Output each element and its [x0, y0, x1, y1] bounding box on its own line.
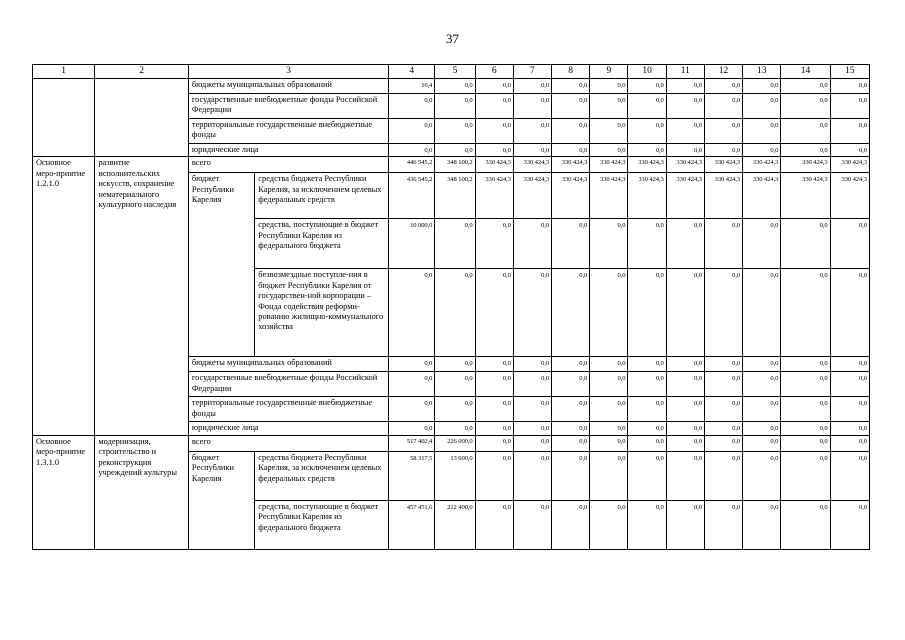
column-number-2: 2: [95, 65, 189, 79]
value-cell: 0,0: [743, 79, 781, 94]
value-cell: 0,0: [475, 119, 513, 144]
page-number: 37: [446, 31, 459, 46]
value-cell: 348 100,2: [435, 157, 475, 173]
value-cell: 0,0: [435, 422, 475, 435]
value-cell: 0,0: [704, 357, 742, 372]
value-cell: 0,0: [743, 500, 781, 549]
value-cell: 0,0: [389, 119, 435, 144]
value-cell: 0,0: [666, 422, 704, 435]
value-cell: 0,0: [552, 435, 590, 451]
value-cell: 0,0: [628, 451, 666, 500]
status-cell-continued: [33, 79, 95, 157]
value-cell: 0,0: [435, 119, 475, 144]
source-label: средства бюджета Республики Карелия, за исключением целевых федеральных средств: [255, 173, 389, 219]
name-cell-continued: [95, 79, 189, 157]
value-cell: 0,0: [513, 219, 551, 269]
value-cell: 0,0: [666, 119, 704, 144]
column-number-9: 9: [590, 65, 628, 79]
value-cell: 0,0: [628, 357, 666, 372]
value-cell: 212 400,0: [435, 500, 475, 549]
value-cell: 330 424,3: [475, 173, 513, 219]
column-number-4: 4: [389, 65, 435, 79]
value-cell: 0,0: [830, 79, 869, 94]
value-cell: 0,0: [590, 435, 628, 451]
value-cell: 0,0: [704, 397, 742, 422]
value-cell: 0,0: [475, 451, 513, 500]
source-label: безвозмездные поступле-ния в бюджет Республики Карелия от государствен-ной корпорации – Фонда содействия реформи-рованию жилищно-коммунального хозяйства: [255, 269, 389, 357]
value-cell: 0,0: [435, 144, 475, 157]
value-cell: 330 424,3: [590, 157, 628, 173]
value-cell: 0,0: [781, 372, 830, 397]
source-label: бюджеты муниципальных образований: [188, 357, 388, 372]
column-number-5: 5: [435, 65, 475, 79]
value-cell: 16,4: [389, 79, 435, 94]
value-cell: 0,0: [389, 357, 435, 372]
source-label: юридические лица: [188, 422, 388, 435]
value-cell: 0,0: [666, 219, 704, 269]
value-cell: 0,0: [830, 357, 869, 372]
value-cell: 0,0: [704, 500, 742, 549]
value-cell: 0,0: [435, 397, 475, 422]
value-cell: 517 402,4: [389, 435, 435, 451]
value-cell: 0,0: [389, 372, 435, 397]
value-cell: 330 424,3: [704, 173, 742, 219]
value-cell: 0,0: [743, 451, 781, 500]
value-cell: 0,0: [704, 435, 742, 451]
measure-status: Основное меро-приятие 1.3.1.0: [33, 435, 95, 549]
value-cell: 0,0: [830, 397, 869, 422]
column-number-6: 6: [475, 65, 513, 79]
source-label: средства бюджета Республики Карелия, за исключением целевых федеральных средств: [255, 451, 389, 500]
value-cell: 0,0: [781, 219, 830, 269]
value-cell: 0,0: [781, 144, 830, 157]
value-cell: 0,0: [552, 372, 590, 397]
value-cell: 0,0: [590, 357, 628, 372]
source-label: территориальные государственные внебюджетные фонды: [188, 397, 388, 422]
value-cell: 0,0: [666, 269, 704, 357]
value-cell: 0,0: [628, 397, 666, 422]
total-row: [33, 435, 870, 451]
value-cell: 0,0: [704, 219, 742, 269]
value-cell: 0,0: [513, 357, 551, 372]
value-cell: 348 100,2: [435, 173, 475, 219]
value-cell: 0,0: [830, 144, 869, 157]
total-label: всего: [188, 157, 388, 173]
value-cell: 10 000,0: [389, 219, 435, 269]
column-number-10: 10: [628, 65, 666, 79]
source-label: бюджеты муниципальных образований: [188, 79, 388, 94]
value-cell: 0,0: [628, 119, 666, 144]
value-cell: 0,0: [781, 451, 830, 500]
value-cell: 0,0: [513, 269, 551, 357]
republic-budget-label: бюджет Республики Карелия: [188, 173, 254, 357]
value-cell: 0,0: [513, 372, 551, 397]
value-cell: 0,0: [666, 144, 704, 157]
value-cell: 330 424,3: [628, 173, 666, 219]
value-cell: 0,0: [552, 219, 590, 269]
value-cell: 0,0: [389, 94, 435, 119]
value-cell: 0,0: [513, 144, 551, 157]
measure-status: Основное меро-приятие 1.2.1.0: [33, 157, 95, 435]
value-cell: 0,0: [704, 269, 742, 357]
value-cell: 0,0: [389, 397, 435, 422]
value-cell: 0,0: [389, 422, 435, 435]
value-cell: 0,0: [628, 144, 666, 157]
source-label: юридические лица: [188, 144, 388, 157]
value-cell: 0,0: [666, 372, 704, 397]
value-cell: 0,0: [830, 94, 869, 119]
value-cell: 0,0: [666, 79, 704, 94]
value-cell: 0,0: [704, 119, 742, 144]
value-cell: 0,0: [435, 372, 475, 397]
value-cell: 330 424,3: [475, 157, 513, 173]
value-cell: 0,0: [666, 94, 704, 119]
value-cell: 0,0: [830, 269, 869, 357]
measure-name: модернизация, строительство и реконструкция учреждений культуры: [95, 435, 189, 549]
value-cell: 0,0: [475, 144, 513, 157]
value-cell: 0,0: [781, 94, 830, 119]
value-cell: 0,0: [389, 144, 435, 157]
value-cell: 330 424,3: [830, 157, 869, 173]
value-cell: 0,0: [830, 500, 869, 549]
value-cell: 0,0: [704, 79, 742, 94]
value-cell: 0,0: [781, 269, 830, 357]
value-cell: 0,0: [552, 357, 590, 372]
value-cell: 0,0: [435, 357, 475, 372]
value-cell: 0,0: [743, 119, 781, 144]
header-row: [33, 65, 870, 79]
value-cell: 330 424,3: [628, 157, 666, 173]
value-cell: 436 545,2: [389, 173, 435, 219]
value-cell: 0,0: [781, 119, 830, 144]
value-cell: 0,0: [781, 79, 830, 94]
value-cell: 0,0: [590, 219, 628, 269]
value-cell: 0,0: [435, 269, 475, 357]
value-cell: 0,0: [513, 79, 551, 94]
value-cell: 0,0: [666, 500, 704, 549]
value-cell: 0,0: [628, 372, 666, 397]
value-cell: 0,0: [830, 119, 869, 144]
value-cell: 0,0: [475, 79, 513, 94]
value-cell: 0,0: [830, 422, 869, 435]
value-cell: 0,0: [830, 451, 869, 500]
value-cell: 0,0: [552, 397, 590, 422]
value-cell: 330 424,3: [513, 157, 551, 173]
value-cell: 330 424,3: [552, 157, 590, 173]
value-cell: 0,0: [666, 357, 704, 372]
value-cell: 0,0: [590, 79, 628, 94]
value-cell: 446 545,2: [389, 157, 435, 173]
value-cell: 58 317,5: [389, 451, 435, 500]
value-cell: 0,0: [389, 269, 435, 357]
source-label: территориальные государственные внебюджетные фонды: [188, 119, 388, 144]
column-number-8: 8: [552, 65, 590, 79]
value-cell: 0,0: [704, 94, 742, 119]
value-cell: 0,0: [552, 500, 590, 549]
value-cell: 0,0: [513, 435, 551, 451]
value-cell: 0,0: [552, 79, 590, 94]
source-label: государственные внебюджетные фонды Российской Федерации: [188, 94, 388, 119]
value-cell: 0,0: [475, 435, 513, 451]
value-cell: 330 424,3: [781, 173, 830, 219]
value-cell: 0,0: [704, 451, 742, 500]
value-cell: 0,0: [781, 397, 830, 422]
source-label: средства, поступающие в бюджет Республики Карелия из федерального бюджета: [255, 219, 389, 269]
value-cell: 0,0: [743, 144, 781, 157]
value-cell: 457 451,6: [389, 500, 435, 549]
value-cell: 0,0: [590, 94, 628, 119]
value-cell: 330 424,3: [513, 173, 551, 219]
value-cell: 0,0: [781, 357, 830, 372]
value-cell: 0,0: [475, 357, 513, 372]
column-number-15: 15: [830, 65, 869, 79]
value-cell: 0,0: [743, 397, 781, 422]
value-cell: 0,0: [743, 357, 781, 372]
value-cell: 0,0: [628, 500, 666, 549]
value-cell: 0,0: [590, 372, 628, 397]
value-cell: 0,0: [475, 219, 513, 269]
value-cell: 330 424,3: [552, 173, 590, 219]
source-label: государственные внебюджетные фонды Российской Федерации: [188, 372, 388, 397]
value-cell: 0,0: [743, 94, 781, 119]
value-cell: 0,0: [590, 119, 628, 144]
value-cell: 0,0: [743, 372, 781, 397]
total-row: [33, 157, 870, 173]
value-cell: 0,0: [743, 435, 781, 451]
value-cell: 0,0: [704, 422, 742, 435]
value-cell: 0,0: [552, 269, 590, 357]
measure-name: развитие исполнительских искусств, сохранение нематериального культурного наследия: [95, 157, 189, 435]
value-cell: 0,0: [475, 372, 513, 397]
value-cell: 0,0: [743, 219, 781, 269]
value-cell: 0,0: [435, 219, 475, 269]
value-cell: 330 424,3: [590, 173, 628, 219]
value-cell: 0,0: [435, 94, 475, 119]
value-cell: 0,0: [666, 397, 704, 422]
source-label: средства, поступающие в бюджет Республики Карелия из федерального бюджета: [255, 500, 389, 549]
value-cell: 0,0: [628, 422, 666, 435]
value-cell: 226 000,0: [435, 435, 475, 451]
value-cell: 0,0: [781, 500, 830, 549]
value-cell: 0,0: [552, 94, 590, 119]
budget-table: [32, 64, 870, 550]
value-cell: 0,0: [552, 451, 590, 500]
value-cell: 0,0: [628, 269, 666, 357]
value-cell: 330 424,3: [666, 173, 704, 219]
value-cell: 0,0: [628, 79, 666, 94]
value-cell: 0,0: [743, 269, 781, 357]
value-cell: 0,0: [513, 94, 551, 119]
value-cell: 330 424,3: [743, 157, 781, 173]
value-cell: 0,0: [475, 397, 513, 422]
value-cell: 0,0: [590, 397, 628, 422]
column-number-13: 13: [743, 65, 781, 79]
value-cell: 13 600,0: [435, 451, 475, 500]
value-cell: 0,0: [781, 422, 830, 435]
value-cell: 0,0: [513, 422, 551, 435]
value-cell: 0,0: [704, 372, 742, 397]
value-cell: 0,0: [743, 422, 781, 435]
value-cell: 0,0: [830, 219, 869, 269]
column-number-7: 7: [513, 65, 551, 79]
value-cell: 0,0: [590, 422, 628, 435]
value-cell: 0,0: [513, 500, 551, 549]
column-number-14: 14: [781, 65, 830, 79]
republic-budget-label: бюджет Республики Карелия: [188, 451, 254, 549]
value-cell: 330 424,3: [666, 157, 704, 173]
value-cell: 0,0: [475, 500, 513, 549]
value-cell: 0,0: [628, 219, 666, 269]
value-cell: 0,0: [475, 422, 513, 435]
value-cell: 0,0: [552, 144, 590, 157]
value-cell: 0,0: [830, 435, 869, 451]
value-cell: 0,0: [666, 435, 704, 451]
value-cell: 330 424,3: [830, 173, 869, 219]
value-cell: 0,0: [628, 94, 666, 119]
value-cell: 0,0: [435, 79, 475, 94]
continued-row: [33, 79, 870, 94]
value-cell: 0,0: [704, 144, 742, 157]
value-cell: 0,0: [590, 269, 628, 357]
value-cell: 0,0: [590, 144, 628, 157]
value-cell: 0,0: [552, 422, 590, 435]
value-cell: 330 424,3: [704, 157, 742, 173]
value-cell: 330 424,3: [781, 157, 830, 173]
value-cell: 0,0: [513, 451, 551, 500]
column-number-11: 11: [666, 65, 704, 79]
value-cell: 0,0: [552, 119, 590, 144]
value-cell: 0,0: [590, 500, 628, 549]
value-cell: 0,0: [590, 451, 628, 500]
value-cell: 0,0: [475, 94, 513, 119]
value-cell: 0,0: [628, 435, 666, 451]
value-cell: 0,0: [513, 397, 551, 422]
value-cell: 0,0: [666, 451, 704, 500]
total-label: всего: [188, 435, 388, 451]
column-number-3: 3: [188, 65, 388, 79]
value-cell: 0,0: [475, 269, 513, 357]
value-cell: 0,0: [513, 119, 551, 144]
value-cell: 330 424,3: [743, 173, 781, 219]
column-number-12: 12: [704, 65, 742, 79]
column-number-1: 1: [33, 65, 95, 79]
value-cell: 0,0: [830, 372, 869, 397]
value-cell: 0,0: [781, 435, 830, 451]
